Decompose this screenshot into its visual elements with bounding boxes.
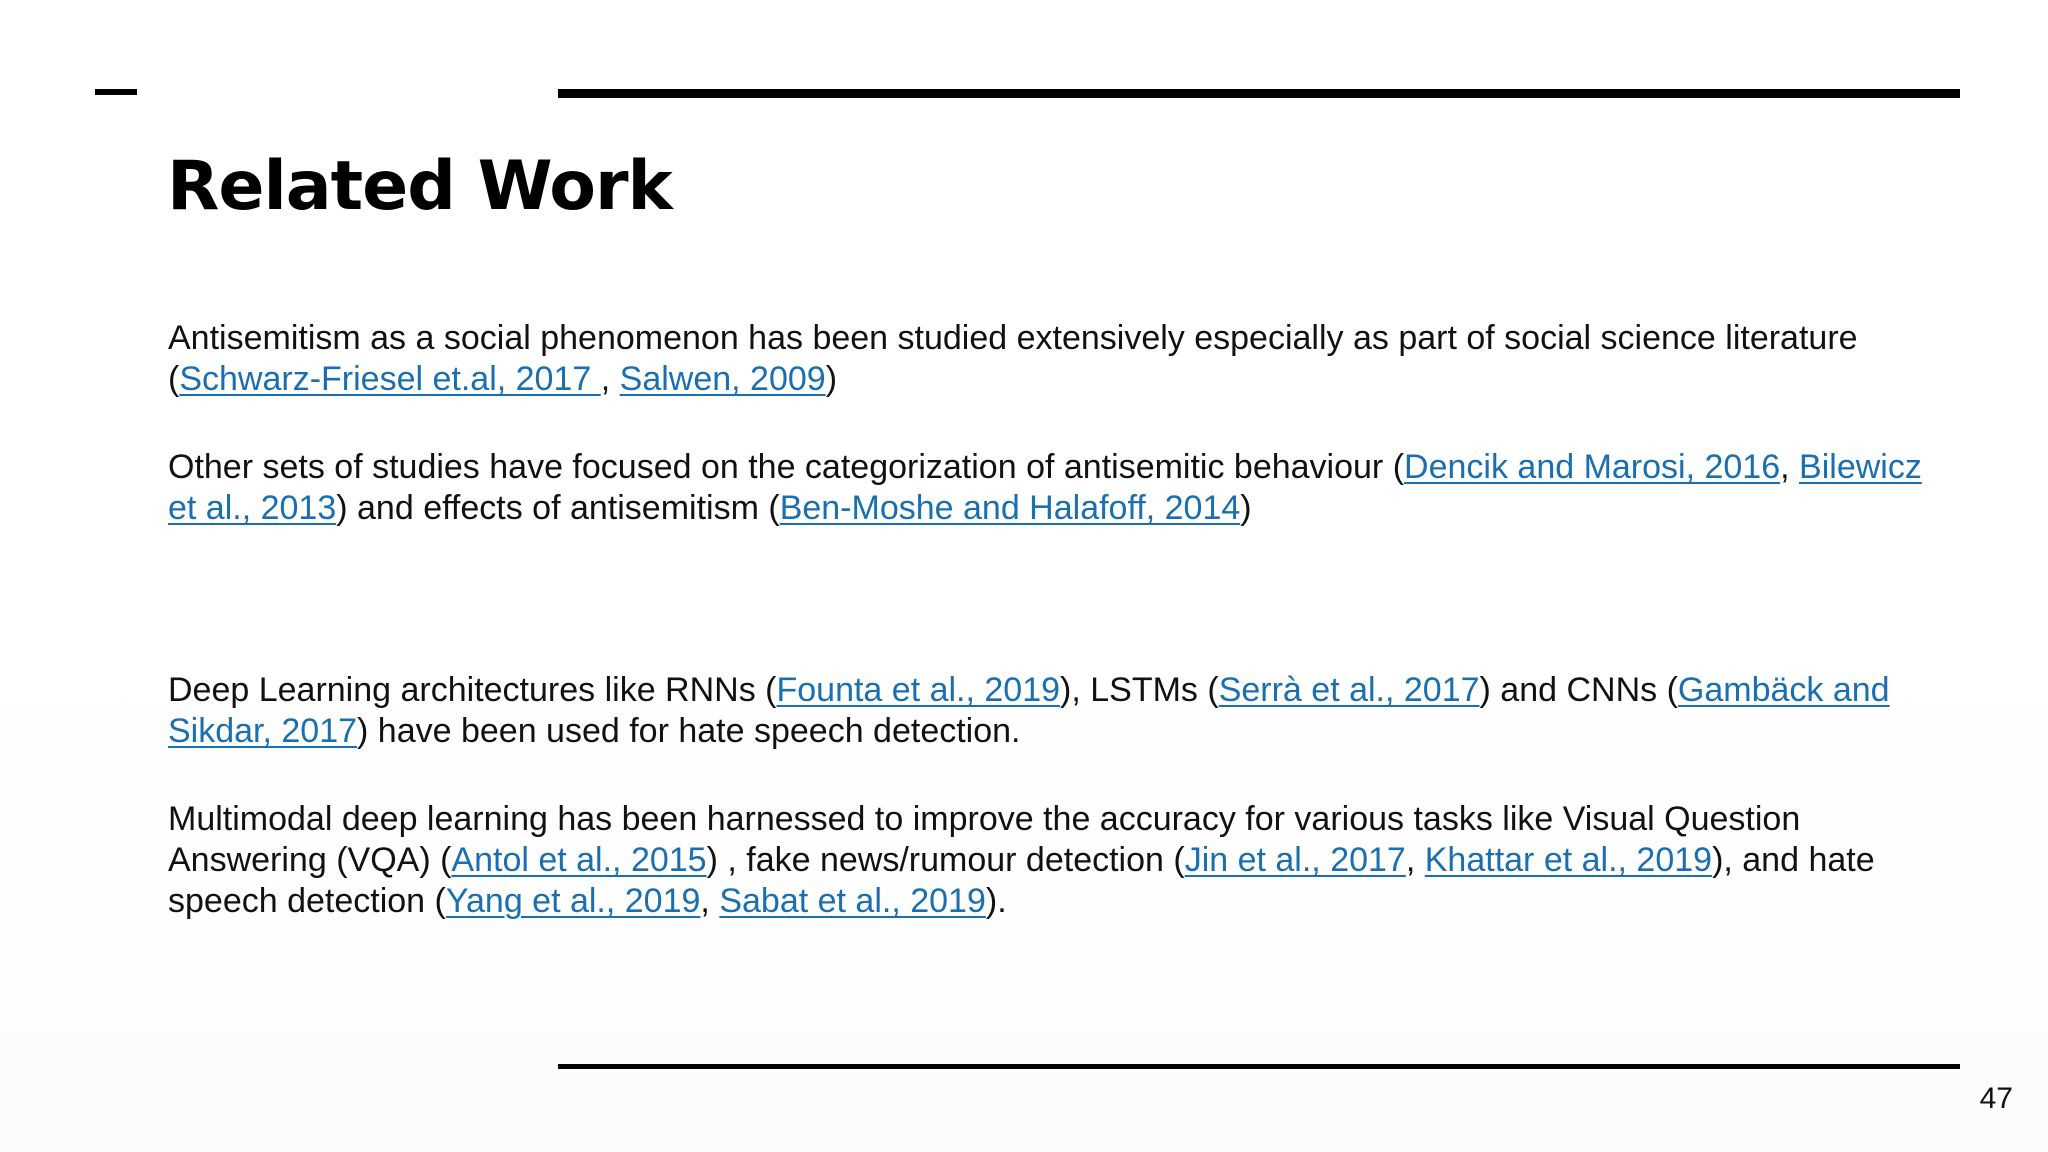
citation-yang-2019[interactable]: Yang et al., 2019: [445, 882, 701, 920]
paragraph-text: Other sets of studies have focused on the categorization of antisemitic behaviour (: [168, 448, 1405, 486]
citation-dencik-marosi-2016[interactable]: Dencik and Marosi, 2016: [1404, 448, 1781, 486]
paragraph-text: Deep Learning architectures like RNNs (: [168, 671, 777, 709]
citation-gamback-sikdar-2017[interactable]: Gambäck and Sikdar, 2017: [168, 671, 1890, 750]
paragraph-text: Antisemitism as a social phenomenon has been studied extensively especially as part of social science literature (: [168, 319, 1858, 398]
citation-schwarz-friesel-2017[interactable]: Schwarz-Friesel et.al, 2017: [179, 360, 601, 398]
paragraph-text: ) , fake news/rumour detection (: [706, 841, 1185, 879]
bottom-rule: [558, 1064, 1960, 1069]
paragraph-text: ): [1240, 489, 1252, 527]
paragraph-text: ) and effects of antisemitism (: [336, 489, 780, 527]
paragraph-text: ), LSTMs (: [1060, 671, 1219, 709]
paragraph-text: Multimodal deep learning has been harnessed to improve the accuracy for various tasks like Visual Question Answering (VQA) (: [168, 800, 1801, 879]
paragraph-text: ) and CNNs (: [1479, 671, 1678, 709]
paragraph-text: ).: [985, 882, 1007, 920]
citation-khattar-2019[interactable]: Khattar et al., 2019: [1424, 841, 1713, 879]
paragraph-text: ,: [1780, 448, 1800, 486]
slide-title: Related Work: [167, 147, 672, 226]
citation-sabat-2019[interactable]: Sabat et al., 2019: [719, 882, 986, 920]
paragraph-categorization-studies: [168, 447, 1928, 529]
citation-ben-moshe-halafoff-2014[interactable]: Ben-Moshe and Halafoff, 2014: [779, 489, 1241, 527]
title-accent-dash: [95, 89, 137, 95]
top-rule: [558, 89, 1960, 98]
paragraph-antisemitism-studies: [168, 318, 1928, 400]
paragraph-text: ), and hate speech detection (: [168, 841, 1875, 920]
paragraph-text: ,: [700, 882, 720, 920]
page-number: 47: [1979, 1082, 2013, 1115]
paragraph-deep-learning: [168, 670, 1928, 752]
paragraph-multimodal: [168, 799, 1928, 922]
citation-antol-2015[interactable]: Antol et al., 2015: [451, 841, 707, 879]
citation-salwen-2009[interactable]: Salwen, 2009: [619, 360, 826, 398]
citation-jin-2017[interactable]: Jin et al., 2017: [1184, 841, 1406, 879]
citation-bilewicz-2013[interactable]: Bilewicz et al., 2013: [168, 448, 1922, 527]
paragraph-text: ,: [600, 360, 620, 398]
citation-founta-2019[interactable]: Founta et al., 2019: [776, 671, 1061, 709]
citation-serra-2017[interactable]: Serrà et al., 2017: [1218, 671, 1480, 709]
paragraph-text: ): [825, 360, 838, 398]
paragraph-text: ,: [1405, 841, 1425, 879]
paragraph-text: ) have been used for hate speech detection.: [357, 712, 1021, 750]
